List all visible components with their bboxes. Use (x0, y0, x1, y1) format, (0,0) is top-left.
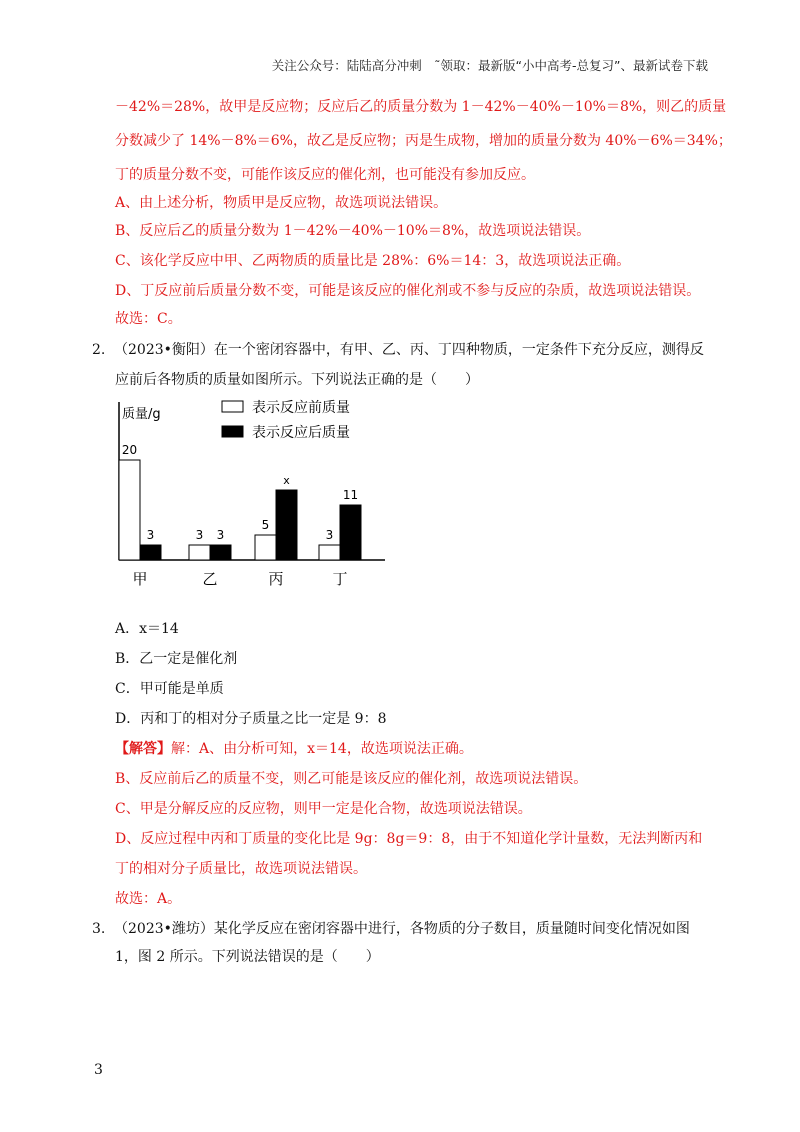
legend-swatch (222, 426, 243, 437)
answer2-line-c: C、甲是分解反应的反应物，则甲一定是化合物，故选项说法错误。 (115, 801, 532, 817)
legend-swatch (222, 401, 243, 412)
category-label: 乙 (202, 570, 218, 588)
data-label: 20 (121, 443, 138, 457)
data-label: 5 (261, 518, 270, 532)
bar-丁-after (340, 505, 361, 560)
question3-stem (92, 918, 690, 938)
legend-label: 表示反应前质量 (252, 400, 350, 416)
data-label: 3 (325, 528, 334, 542)
page-header: 关注公众号：陆陆高分冲刺 ˜领取：最新版“小中高考-总复习”、最新试卷下载 (271, 58, 708, 73)
answer1-option-b: B、反应后乙的质量分数为 1－42%－40%－10%＝8%，故选项说法错误。 (115, 223, 591, 239)
answer1-line: 分数减少了 14%－8%＝6%，故乙是反应物；丙是生成物，增加的质量分数为 40%－6%＝34%； (115, 133, 732, 149)
category-label: 丁 (332, 570, 348, 588)
category-label: 丙 (268, 570, 284, 588)
legend-label: 表示反应后质量 (252, 425, 350, 441)
bar-甲-after (140, 545, 161, 560)
chart-categories (132, 570, 347, 588)
answer2-choice: 故选：A。 (115, 891, 182, 907)
answer1-choice: 故选：C。 (115, 311, 182, 327)
question2-line2: 应前后各物质的质量如图所示。下列说法正确的是（ ） (115, 372, 479, 388)
answer2-line-b: B、反应前后乙的质量不变，则乙可能是该反应的催化剂，故选项说法错误。 (115, 771, 588, 787)
answer1-line: 丁的质量分数不变，可能作该反应的催化剂，也可能没有参加反应。 (115, 167, 535, 183)
question3-line1: （2023•潍坊）某化学反应在密闭容器中进行，各物质的分子数目，质量随时间变化情况如图 (114, 921, 690, 937)
chart-legend (222, 399, 350, 441)
option-d: D．丙和丁的相对分子质量之比一定是 9：8 (115, 711, 387, 727)
option-b: B．乙一定是催化剂 (115, 651, 238, 667)
bar-丙-after (276, 490, 297, 560)
page-number: 3 (94, 1062, 103, 1078)
y-axis-label: 质量/g (122, 407, 161, 422)
bar-chart (100, 392, 400, 592)
chart-bars (119, 443, 361, 560)
option-a: A．x＝14 (115, 621, 179, 637)
bar-乙-after (210, 545, 231, 560)
data-label: 11 (342, 488, 359, 502)
answer1-line: －42%＝28%，故甲是反应物；反应后乙的质量分数为 1－42%－40%－10%＝8%，则乙的质量 (115, 99, 727, 115)
question2-line1: （2023•衡阳）在一个密闭容器中，有甲、乙、丙、丁四种物质，一定条件下充分反应，测得反 (114, 342, 704, 358)
question3-line2: 1，图 2 所示。下列说法错误的是（ ） (115, 949, 380, 965)
answer1-option-d: D、丁反应前后质量分数不变，可能是该反应的催化剂或不参与反应的杂质，故选项说法错误。 (115, 283, 701, 299)
data-label: 3 (146, 528, 155, 542)
question-number: 3. (92, 921, 106, 937)
data-label: 3 (195, 528, 204, 542)
answer1-option-c: C、该化学反应中甲、乙两物质的质量比是 28%：6%＝14：3，故选项说法正确。 (115, 253, 631, 269)
data-label: x (283, 474, 290, 487)
answer-tag: 【解答】 (115, 741, 171, 757)
answer2-line-a: 解：A、由分析可知，x＝14，故选项说法正确。 (171, 741, 473, 757)
data-label: 3 (216, 528, 225, 542)
answer1-option-a: A、由上述分析，物质甲是反应物，故选项说法错误。 (115, 195, 448, 211)
question-number: 2. (92, 342, 106, 358)
answer2-first-line (115, 738, 473, 758)
option-c: C．甲可能是单质 (115, 681, 224, 697)
category-label: 甲 (132, 570, 148, 588)
answer2-line-d2: 丁的相对分子质量比，故选项说法错误。 (115, 861, 367, 877)
answer2-line-d: D、反应过程中丙和丁质量的变化比是 9g：8g＝9：8，由于不知道化学计量数，无法判断丙和 (115, 831, 703, 847)
bar-乙-before (189, 545, 210, 560)
bar-丙-before (255, 535, 276, 560)
bar-甲-before (119, 460, 140, 560)
bar-丁-before (319, 545, 340, 560)
question2-stem (92, 339, 704, 359)
